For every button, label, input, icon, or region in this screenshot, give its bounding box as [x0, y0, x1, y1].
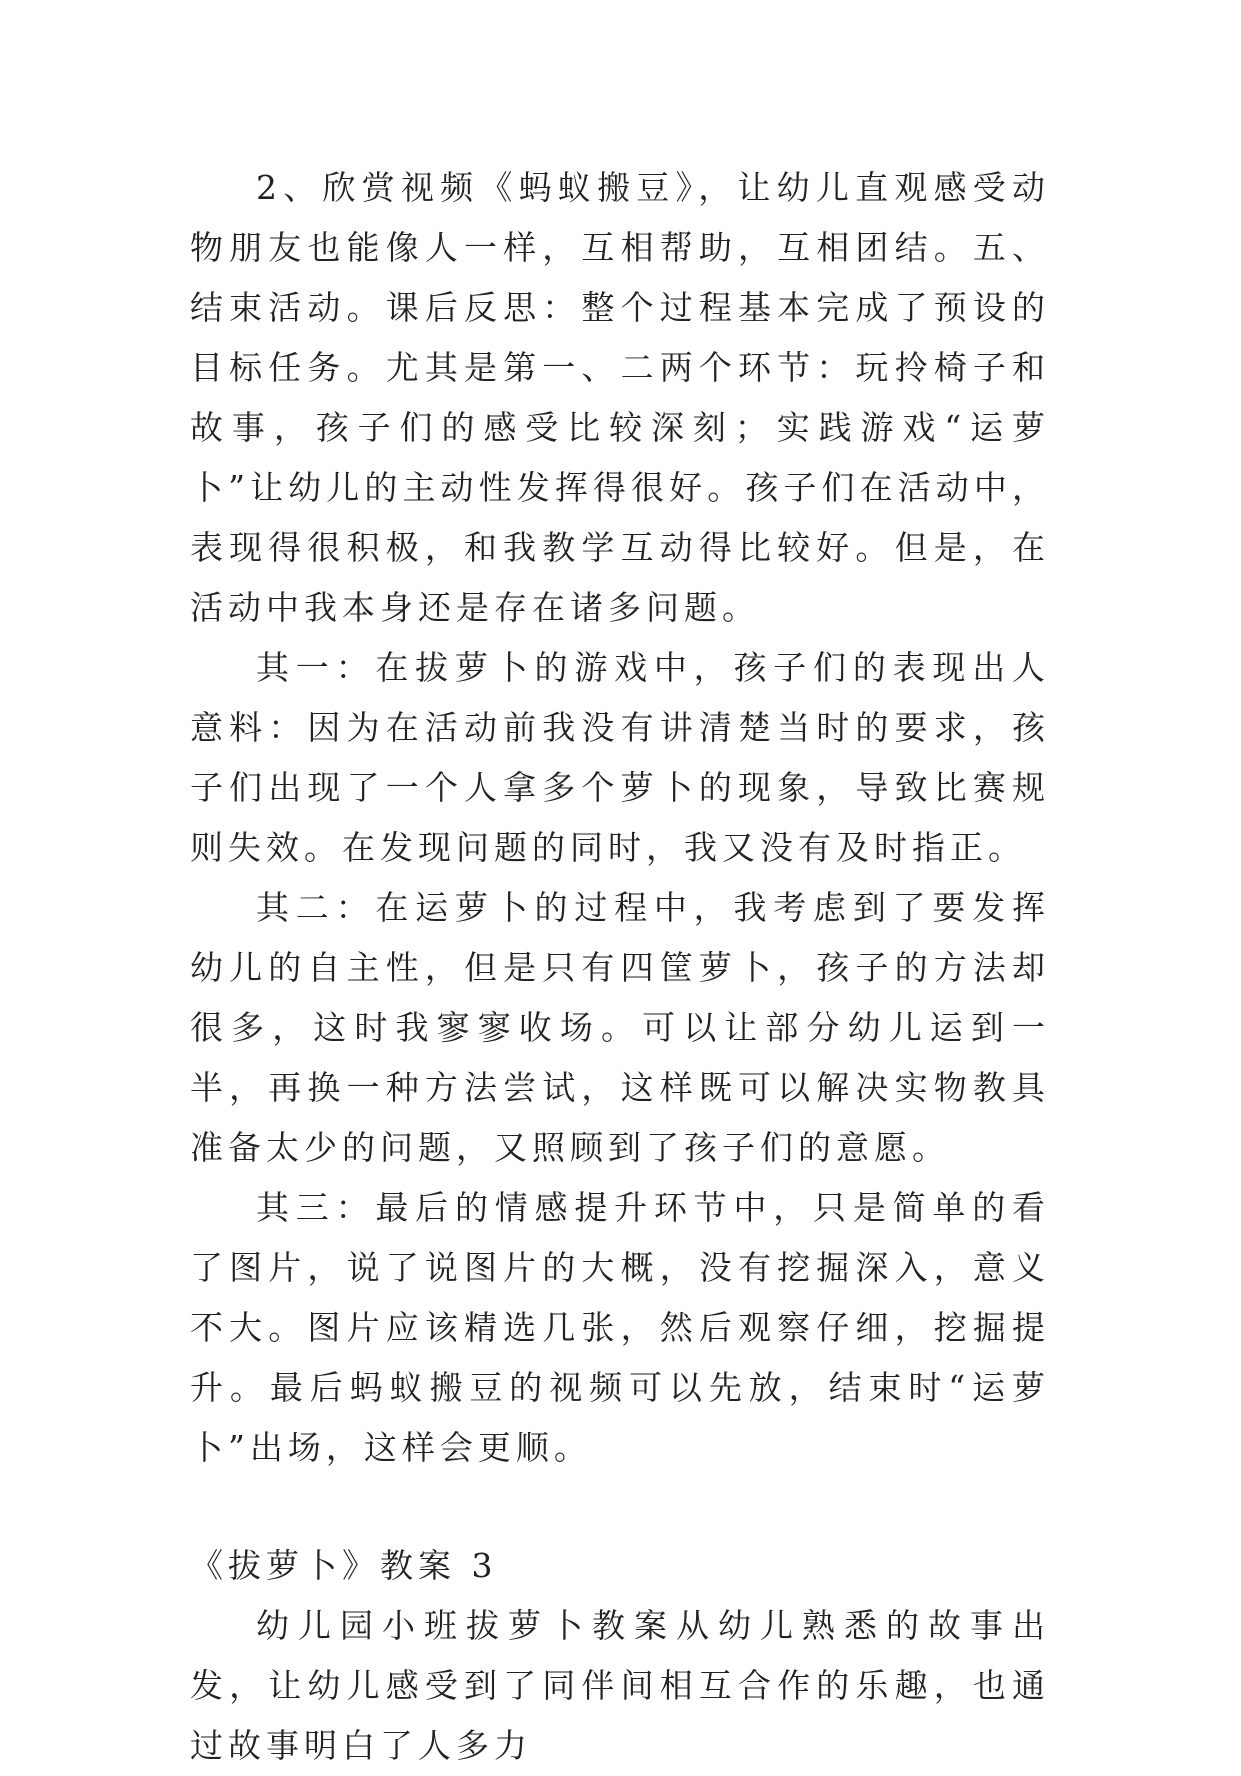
paragraph-reflection: 2、欣赏视频《蚂蚁搬豆》，让幼儿直观感受动物朋友也能像人一样，互相帮助，互相团结。五、结束活动。课后反思：整个过程基本完成了预设的目标任务。尤其是第一、二两个环节：玩拎椅子和故事，孩子们的感受比较深刻；实践游戏“运萝卜”让幼儿的主动性发挥得很好。孩子们在活动中，表现得很积极，和我教学互动得比较好。但是，在活动中我本身还是存在诸多问题。 — [190, 168, 1050, 627]
section-title: 《拔萝卜》教案 3 — [190, 1546, 498, 1585]
paragraph-point-one: 其一：在拔萝卜的游戏中，孩子们的表现出人意料：因为在活动前我没有讲清楚当时的要求，孩子们出现了一个人拿多个萝卜的现象，导致比赛规则失效。在发现问题的同时，我又没有及时指正。 — [190, 648, 1050, 867]
section-intro-paragraph: 幼儿园小班拔萝卜教案从幼儿熟悉的故事出发，让幼儿感受到了同伴间相互合作的乐趣，也通过故事明白了人多力 — [190, 1606, 1050, 1765]
document-page — [190, 158, 1050, 1776]
paragraph-point-three: 其三：最后的情感提升环节中，只是简单的看了图片，说了说图片的大概，没有挖掘深入，意义不大。图片应该精选几张，然后观察仔细，挖掘提升。最后蚂蚁搬豆的视频可以先放，结束时“运萝卜”出场，这样会更顺。 — [190, 1188, 1050, 1467]
paragraph-point-two: 其二：在运萝卜的过程中，我考虑到了要发挥幼儿的自主性，但是只有四筐萝卜，孩子的方法却很多，这时我寥寥收场。可以让部分幼儿运到一半，再换一种方法尝试，这样既可以解决实物教具准备太少的问题，又照顾到了孩子们的意愿。 — [190, 888, 1050, 1167]
